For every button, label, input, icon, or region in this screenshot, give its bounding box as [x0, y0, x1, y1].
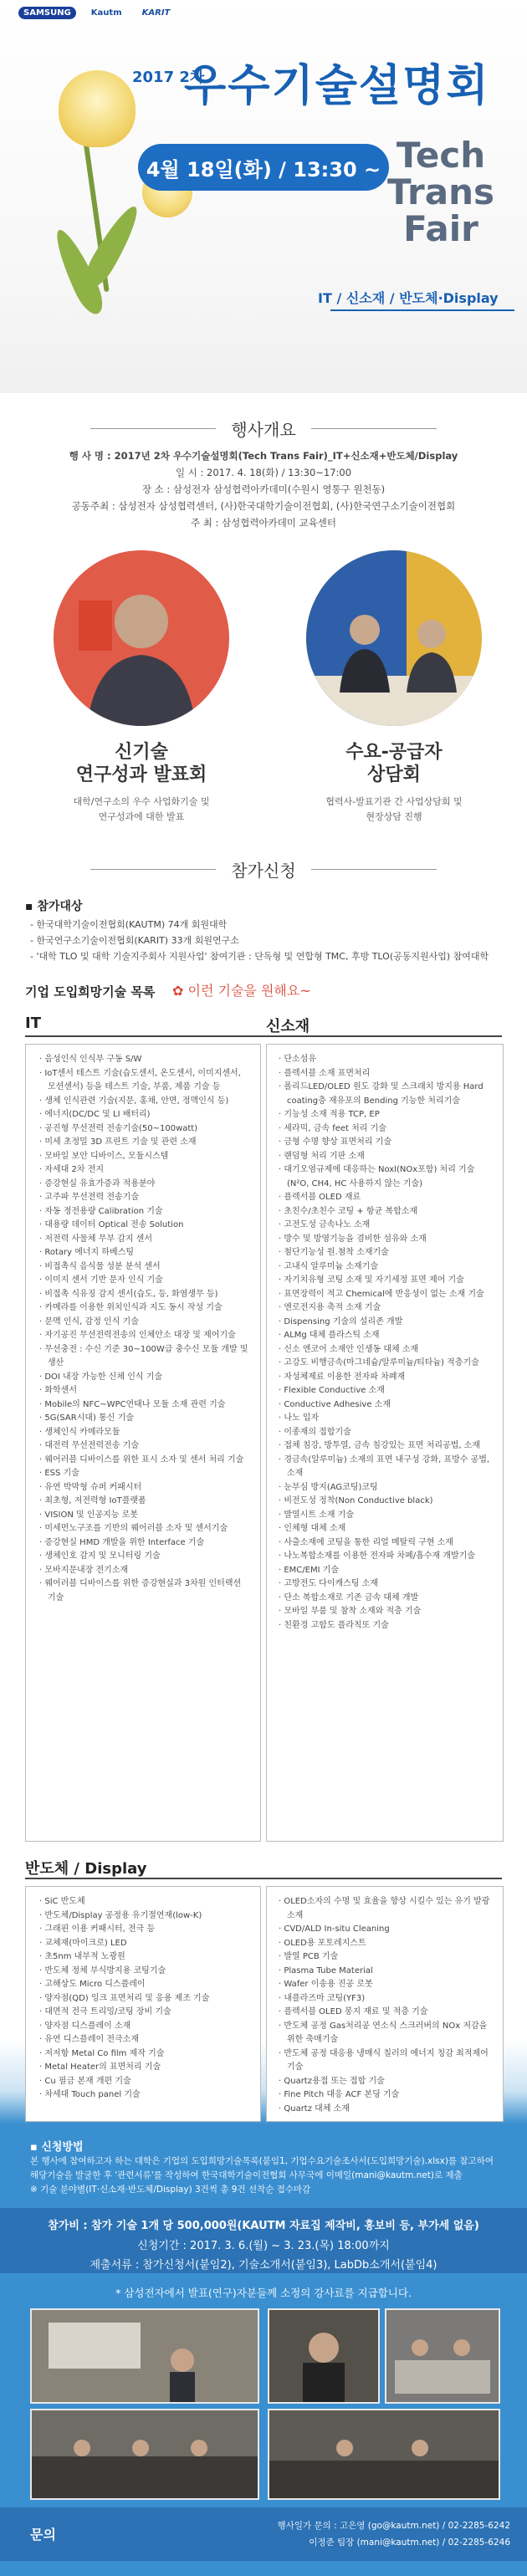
list-item: · 세라믹, 금속 feet 처리 기술 — [279, 1122, 493, 1137]
list-item: · 경금속(알루미늄) 소재의 표면 내구성 강화, 표방수 공법, 소재 — [279, 1454, 493, 1481]
info-line: 공동주최 : 삼성전자 삼성협력센터, (사)한국대학기술이전협회, (사)한국연구소기술이전협회 — [71, 500, 456, 512]
list-item: · Flexible Conductive 소재 — [279, 1384, 493, 1398]
list-item: · 발열 PCB 기술 — [279, 1950, 493, 1965]
list-item: · 문맥 인식, 감정 인식 기술 — [39, 1316, 250, 1330]
fee-line: 참가비 : 참가 기술 1개 당 500,000원(KAUTM 자료집 제작비, 홍보비 등, 부가세 없음) — [48, 2220, 479, 2232]
tech-list-title: 기업 도입희망기술 목록 — [25, 984, 156, 999]
presentation-photo — [54, 550, 229, 726]
divider — [311, 428, 437, 429]
list-item: · 인체형 대체 소재 — [279, 1522, 493, 1536]
info-line: 행 사 명 : 2017년 2차 우수기술설명회(Tech Trans Fair)_IT+신소재+반도체/Display — [69, 450, 458, 462]
event-photo — [30, 2308, 259, 2404]
samsung-logo: SAMSUNG — [18, 7, 76, 19]
list-item: · Wafer 이송용 진공 로봇 — [279, 1978, 493, 1992]
semi-left-list — [26, 1887, 260, 2103]
page-title: 우수기술설명회 — [184, 61, 490, 111]
method-title-text: 신청방법 — [41, 2141, 84, 2154]
section-title: 참가신청 — [231, 860, 296, 881]
list-item: · 교체재(마이크로) LED — [39, 1937, 250, 1951]
divider — [90, 428, 216, 429]
list-item: · 대용량 데이터 Optical 전송 Solution — [39, 1219, 250, 1233]
list-item: · ESS 기술 — [39, 1467, 250, 1481]
list-item: · 생체인식 카메라모듈 — [39, 1426, 250, 1440]
list-item: · 비전도성 정착(Non Conductive black) — [279, 1495, 493, 1509]
list-item: · 나노 입자 — [279, 1412, 493, 1426]
list-item: · 플렉서블 OLED 재료 — [279, 1191, 493, 1205]
info-line: 주 최 : 삼성협력아카데미 교육센터 — [190, 517, 337, 529]
title-line: 상담회 — [367, 764, 421, 785]
list-item: · 랜덤형 처리 기판 소재 — [279, 1150, 493, 1164]
material-column-head: 신소재 — [266, 1018, 310, 1035]
list-item: · 그래핀 이용 커패시터, 전극 등 — [39, 1923, 250, 1937]
material-box — [266, 1044, 504, 1842]
contact-line: 행사일가 문의 : 고은영 (go@kautm.net) / 02-2285-6242 — [277, 2521, 510, 2531]
divider — [330, 309, 514, 311]
method-text — [30, 2154, 499, 2197]
list-item: · 표면장력이 적고 Chemical에 반응성이 없는 소재 기술 — [279, 1288, 493, 1302]
list-item: · Dispensing 기술의 설리존 개발 — [279, 1316, 493, 1330]
karit-logo: KARIT — [141, 8, 171, 18]
list-item: · DOI 내장 가능한 신체 인식 기술 — [39, 1371, 250, 1385]
list-item: · 반도체 정체 부식방지용 코팅기술 — [39, 1965, 250, 1979]
tech-list-note — [172, 980, 311, 999]
list-item: · 고전도성 금속나노 소재 — [279, 1219, 493, 1233]
list-item: · 화학센서 — [39, 1384, 250, 1398]
list-item: · ALMg 대체 플라스틱 소재 — [279, 1329, 493, 1343]
list-item: · 유연 디스플레이 전극소재 — [39, 2033, 250, 2047]
contact-bar — [0, 2507, 527, 2561]
material-list — [267, 1045, 503, 1633]
list-item: · EMC/EMI 기술 — [279, 1564, 493, 1578]
list-item: · Cu 필금 본재 개편 기술 — [39, 2075, 250, 2089]
list-item: · 반도체/Display 공정용 유기절연재(low-K) — [39, 1909, 250, 1924]
list-item: · 신소 엔코어 소재안 인생동 대체 소재 — [279, 1343, 493, 1357]
list-item: · 초친수/초친수 코팅 + 항균 복합소재 — [279, 1205, 493, 1219]
list-item: · 카메라를 이용한 위치인식과 지도 동시 작성 기술 — [39, 1301, 250, 1316]
year-badge: 2017 2차 — [132, 69, 205, 86]
table-rule — [25, 1035, 502, 1037]
list-item: · 첨단기능성 원.첨착 소재기술 — [279, 1246, 493, 1260]
list-item: · 미세 초정밀 3D 프린트 기술 및 관련 소재 — [39, 1136, 250, 1150]
list-item: · 에너지(DC/DC 및 LI 배터리) — [39, 1108, 250, 1122]
semi-column-head: 반도체 / Display — [25, 1860, 147, 1878]
list-item: · IoT센서 테스트 기술(습도센서, 온도센서, 이미지센서, 모션센서) 등을 테스트 기술, 부품, 제품 기술 등 — [39, 1067, 250, 1095]
list-item: · 방수 및 방영기능을 겸비한 섬유와 소재 — [279, 1233, 493, 1247]
list-item: · 눈부심 방지(AG코팅)코팅 — [279, 1481, 493, 1495]
title-line: 신기술 — [115, 742, 168, 763]
list-item: · 자기치유형 코팅 소재 및 자기세정 표면 제어 기술 — [279, 1274, 493, 1288]
period-line: 신청기간 : 2017. 3. 6.(월) ~ 3. 23.(목) 18:00까지 — [137, 2240, 390, 2252]
wordmark-line: Tech — [396, 135, 486, 176]
semi-left-box — [25, 1886, 261, 2122]
list-item: · 단소 복합소재로 기존 금속 대체 개발 — [279, 1592, 493, 1606]
list-item: · VISION 및 인공지능 로봇 — [39, 1509, 250, 1523]
list-item: · 기능성 소재 적용 TCP, EP — [279, 1108, 493, 1122]
list-item: · 최초형, 저전력형 IoT플랫폼 — [39, 1495, 250, 1509]
list-item: · 엔로전지용 축적 소재 기술 — [279, 1301, 493, 1316]
list-item: · SiC 반도체 — [39, 1895, 250, 1909]
divider — [90, 869, 216, 870]
contact-label: 문의 — [30, 2527, 56, 2543]
desc-line: 연구성과에 대한 발표 — [98, 811, 185, 822]
kautm-logo: Kautm — [90, 8, 122, 18]
target-title-text: 참가대상 — [37, 900, 83, 913]
overview-heading — [0, 418, 527, 438]
target-item: - 한국연구소기술이전협회(KARIT) 33개 회원연구소 — [30, 935, 239, 946]
list-item: · Plasma Tube Material — [279, 1965, 493, 1979]
list-item: · 자기공진 무선전력전송의 인체안소 대장 및 제어기술 — [39, 1329, 250, 1343]
event-photo — [30, 2409, 259, 2500]
list-item: · 대전력 무선전력전송 기술 — [39, 1439, 250, 1454]
list-item: · 생체 인식관련 기술(지문, 홍채, 안면, 정맥인식 등) — [39, 1095, 250, 1109]
it-box — [25, 1044, 261, 1842]
list-item: · Conductive Adhesive 소재 — [279, 1398, 493, 1413]
list-item: · 공진형 무선전력 전송기술(50~100watt) — [39, 1122, 250, 1137]
list-item: · 자동 정전용량 Calibration 기술 — [39, 1205, 250, 1219]
table-rule — [25, 1878, 502, 1879]
it-column-head: IT — [25, 1015, 41, 1032]
list-item: · Quartz용접 또는 접합 기술 — [279, 2075, 493, 2089]
target-item: - 한국대학기술이전협회(KAUTM) 74개 회원대학 — [30, 919, 228, 930]
list-item: · 차세대 Touch panel 기술 — [39, 2088, 250, 2103]
target-title: ▪ 참가대상 — [25, 900, 83, 913]
list-item: · 대기오염규제에 대응하는 Noxl(NOx포함) 처리 기술(N²O, CH4, HC 사용하지 않는 기술) — [279, 1163, 493, 1191]
list-item: · 증강현실 유효가증과 적용분야 — [39, 1178, 250, 1192]
target-list — [30, 917, 489, 964]
list-item: · 접체 침강, 방투열, 금속 침강있는 표면 처리공법, 소재 — [279, 1439, 493, 1454]
contact-line: 이정준 팀장 (mani@kautm.net) / 02-2285-6246 — [309, 2538, 510, 2548]
list-item: · Rotary 에너지 하베스팅 — [39, 1246, 250, 1260]
method-line: 본 행사에 참여하고자 하는 대학은 기업의 도입희망기술목록(붙임1, 기업수요기술조사서(도입희망기술).xlsx)를 참고하여 해당기술을 발굴한 후 '관련서류'를 작성하여 한국대학기술이전협회 사무국에 이메일(mani@kautm.net)로 제출 — [30, 2156, 494, 2180]
list-item: · 나노복합소재를 이용한 전자파 차폐/흡수재 개발기술 — [279, 1550, 493, 1564]
list-item: · OLED용 포토레지스트 — [279, 1937, 493, 1951]
presentation-title — [41, 741, 242, 786]
divider — [311, 869, 437, 870]
desc-line: 현장상담 진행 — [366, 811, 422, 822]
consultation-desc — [285, 795, 503, 825]
list-item: · 자세대 2차 전지 — [39, 1163, 250, 1178]
event-photo — [385, 2308, 500, 2404]
list-item: · 친환경 고합도 플라칙또 기술 — [279, 1619, 493, 1633]
info-line: 일 시 : 2017. 4. 18(화) / 13:30~17:00 — [175, 467, 352, 478]
list-item: · 비접촉 식유징 감지 센서(습도, 등, 화염생무 등) — [39, 1288, 250, 1302]
list-item: · 고방전도 다이캐스팅 소재 — [279, 1577, 493, 1592]
list-item: · 미세먼노구조를 기반의 웨어러블 소자 및 센서기술 — [39, 1522, 250, 1536]
target-item: - '대학 TLO 및 대학 기술지주회사 지원사업' 참여기관 : 단독형 및 연합형 TMC, 후방 TLO(공동지원사업) 참여대학 — [30, 951, 489, 962]
list-item: · 모바일 보안 디바이스, 모듈시스템 — [39, 1150, 250, 1164]
list-item: · 생체인호 감지 및 모니터링 기술 — [39, 1550, 250, 1564]
list-item: · 음성인식 인식부 구동 S/W — [39, 1053, 250, 1067]
event-photo — [268, 2308, 380, 2404]
list-item: · 웨어러블 디바이스를 위한 표시 소자 및 센서 처리 기술 — [39, 1454, 250, 1468]
desc-line: 협력사-발표기관 간 사업상담회 및 — [325, 796, 463, 807]
list-item: · CVD/ALD In-situ Cleaning — [279, 1923, 493, 1937]
list-item: · 이미지 센서 기반 문자 인식 기술 — [39, 1274, 250, 1288]
presentation-desc — [33, 795, 250, 825]
apply-heading — [0, 859, 527, 879]
list-item: · 5G(SAR시대) 통신 기술 — [39, 1412, 250, 1426]
list-item: · 반도체 공정 Gas처리공 연소식 스크러버의 NOx 저감을 위한 축매기술 — [279, 2020, 493, 2047]
section-title: 행사개요 — [231, 419, 296, 440]
semi-right-box — [266, 1886, 504, 2122]
event-photo — [268, 2409, 500, 2500]
desc-line: 대학/연구소의 우수 사업화기술 및 — [73, 796, 210, 807]
list-item: · Quartz 대체 소재 — [279, 2103, 493, 2117]
list-item: · OLED소자의 수명 및 효율을 향상 시킬수 있는 유기 발광소재 — [279, 1895, 493, 1923]
list-item: · 고내식 알루미늄 소재기술 — [279, 1260, 493, 1275]
topics-label: IT / 신소재 / 반도체·Display — [318, 290, 499, 306]
list-item: · 폴리드LED/OLED 원도 강화 및 스크래치 방지용 Hard coating층 재유포의 Bending 기능한 처리기술 — [279, 1081, 493, 1108]
method-title: ▪ 신청방법 — [30, 2141, 84, 2154]
title-line: 수요-공급자 — [345, 742, 443, 763]
list-item: · 사출소재에 코팅을 통한 리얼 메탈릭 구현 소재 — [279, 1536, 493, 1551]
list-item: · 대면적 전극 트리밍/코팅 장비 기술 — [39, 2006, 250, 2020]
list-item: · 이종재의 접합기술 — [279, 1426, 493, 1440]
list-item: · 양자점(QD) 잉크 표면처리 및 응용 제조 기술 — [39, 1992, 250, 2006]
list-item: · 저전력 사물체 무부 감지 센서 — [39, 1233, 250, 1247]
wordmark-line: Trans — [387, 171, 494, 212]
list-item: · 초5nm 내부적 노광원 — [39, 1950, 250, 1965]
sparkle-icon: ✿ — [172, 983, 184, 999]
tulip-icon — [59, 70, 136, 147]
list-item: · 고해상도 Micro 디스플레이 — [39, 1978, 250, 1992]
list-item: · 자성체제료 이용한 전자파 차폐재 — [279, 1371, 493, 1385]
list-item: · 단소섬유 — [279, 1053, 493, 1067]
list-item: · 양자점 디스플레이 소재 — [39, 2020, 250, 2034]
note-text: 이런 기술을 원해요~ — [187, 983, 311, 999]
semi-right-list — [267, 1887, 503, 2116]
overview-info — [0, 447, 527, 531]
event-date: 4월 18일(화) / 13:30 ~ — [138, 144, 389, 191]
list-item: · 모바지문내장 전기소재 — [39, 1564, 250, 1578]
list-item: · 증강현실 HMD 개발을 위한 Interface 기술 — [39, 1536, 250, 1551]
list-item: · 고주파 무선전력 전송기술 — [39, 1191, 250, 1205]
list-item: · 발열시트 소재 기술 — [279, 1509, 493, 1523]
list-item: · Fine Pitch 대응 ACF 본딩 기술 — [279, 2088, 493, 2103]
it-list — [26, 1045, 260, 1605]
list-item: · 플렉서블 소재 표면처리 — [279, 1067, 493, 1081]
consultation-photo — [306, 550, 482, 726]
list-item: · 내플라즈마 코팅(YF3) — [279, 1992, 493, 2006]
consultation-title — [294, 741, 494, 786]
list-item: · 웨어러블 디바이스를 위한 증강현실과 3차원 인터랙션 기술 — [39, 1577, 250, 1605]
partner-logos — [18, 7, 175, 19]
list-item: · 저저항 Metal Co film 제작 기술 — [39, 2047, 250, 2062]
notice-text: * 삼성전자에서 발표(연구)자분들께 소정의 강사료를 지급합니다. — [115, 2287, 412, 2299]
wordmark-line: Fair — [403, 208, 478, 249]
list-item: · 무선충전 : 수신 기준 30~100W급 충수신 모듈 개발 및 생산 — [39, 1343, 250, 1371]
list-item: · 모바일 부품 및 참착 소재와 적층 기술 — [279, 1605, 493, 1619]
method-line: ※ 기술 분야별(IT·신소재·반도체/Display) 3건씩 총 9건 선착순 접수마감 — [30, 2185, 311, 2195]
list-item: · 반도체 공정 대응용 냉매식 칠러의 에너지 칭감 최적제어 기술 — [279, 2047, 493, 2075]
list-item: · 금형 수명 향상 표면처리 기술 — [279, 1136, 493, 1150]
documents-line: 제출서류 : 참가신청서(붙임2), 기술소개서(붙임3), LabDb소개서(붙임4) — [90, 2259, 437, 2272]
tech-trans-fair-wordmark — [370, 137, 512, 248]
list-item: · Metal Heater의 표면처리 기술 — [39, 2061, 250, 2075]
list-item: · Mobile의 NFC~WPC연태나 모듈 소재 관련 기술 — [39, 1398, 250, 1413]
list-item: · 고강도 비행금속(마그네슘/알루미늄/티타늄) 적층기술 — [279, 1357, 493, 1371]
list-item: · 유연 박막형 슈퍼 커패시터 — [39, 1481, 250, 1495]
title-line: 연구성과 발표회 — [75, 764, 207, 785]
list-item: · 비접촉식 음식물 성분 분석 센서 — [39, 1260, 250, 1275]
info-line: 장 소 : 삼성전자 삼성협력아카데미(수원시 영통구 원천동) — [141, 483, 386, 495]
list-item: · 플렉서블 OLED 봉지 재료 및 적층 기술 — [279, 2006, 493, 2020]
